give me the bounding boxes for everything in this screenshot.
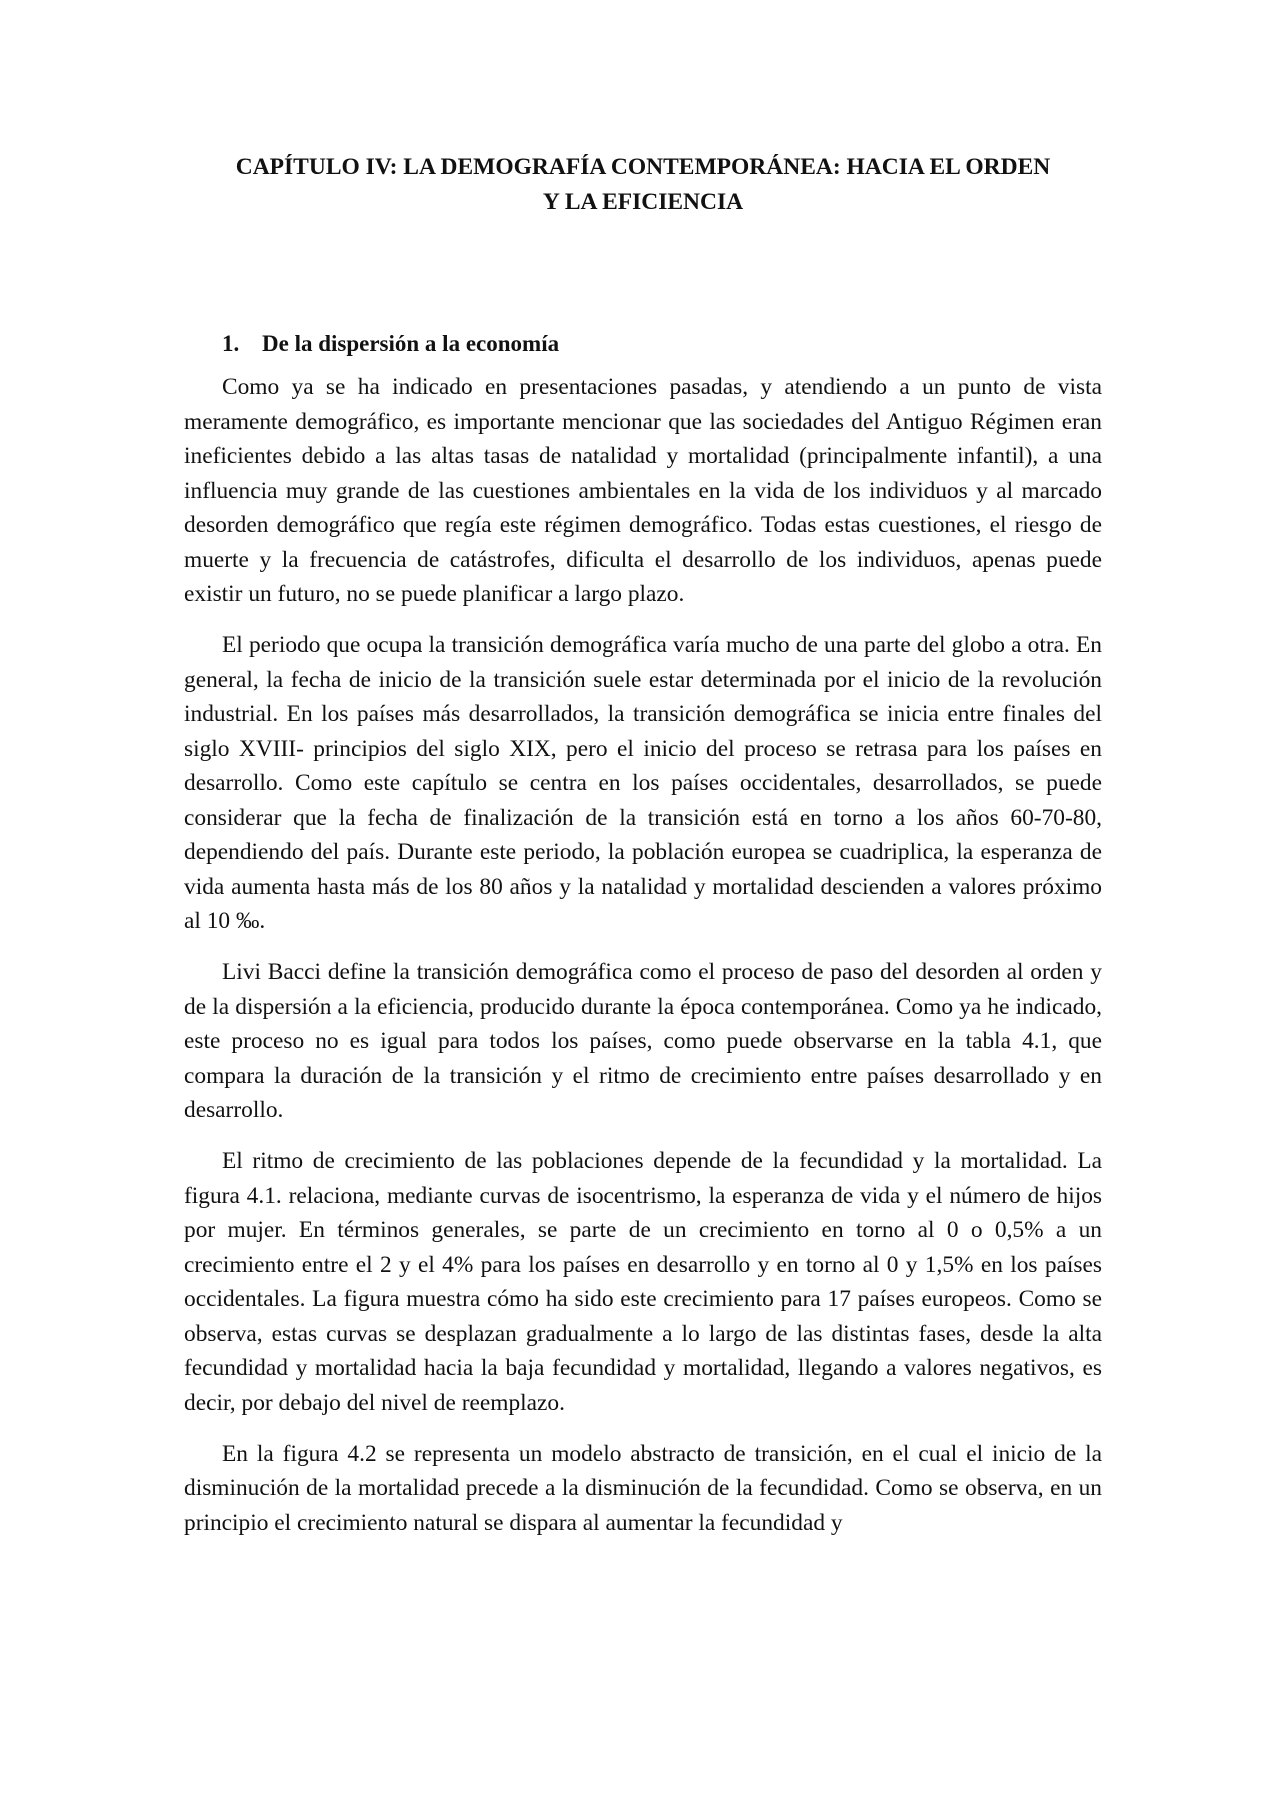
paragraph-2: El periodo que ocupa la transición demográfica varía mucho de una parte del globo a otra. En general, la fecha de inicio de la transición suele estar determinada por el inicio de la revolución industrial. En los países más desarrollados, la transición demográfica se inicia entre finales del siglo XVIII- principios del siglo XIX, pero el inicio del proceso se retrasa para los países en desarrollo. Como este capítulo se centra en los países occidentales, desarrollados, se puede considerar que la fecha de finalización de la transición está en torno a los años 60-70-80, dependiendo del país. Durante este periodo, la población europea se cuadriplica, la esperanza de vida aumenta hasta más de los 80 años y la natalidad y mortalidad descienden a valores próximo al 10 ‰. <box>184 632 1102 934</box>
paragraph-1: Como ya se ha indicado en presentaciones pasadas, y atendiendo a un punto de vista meramente demográfico, es importante mencionar que las sociedades del Antiguo Régimen eran ineficientes debido a las altas tasas de natalidad y mortalidad (principalmente infantil), a una influencia muy grande de las cuestiones ambientales en la vida de los individuos y al marcado desorden demográfico que regía este régimen demográfico. Todas estas cuestiones, el riesgo de muerte y la frecuencia de catástrofes, dificulta el desarrollo de los individuos, apenas puede existir un futuro, no se puede planificar a largo plazo. <box>184 374 1102 607</box>
chapter-title-line-1: CAPÍTULO IV: LA DEMOGRAFÍA CONTEMPORÁNEA: HACIA EL ORDEN <box>235 154 1051 180</box>
paragraph-4: El ritmo de crecimiento de las poblaciones depende de la fecundidad y la mortalidad. La figura 4.1. relaciona, mediante curvas de isocentrismo, la esperanza de vida y el número de hijos por mujer. En términos generales, se parte de un crecimiento en torno al 0 o 0,5% a un crecimiento entre el 2 y el 4% para los países en desarrollo y en torno al 0 y 1,5% en los países occidentales. La figura muestra cómo ha sido este crecimiento para 17 países europeos. Como se observa, estas curvas se desplazan gradualmente a lo largo de las distintas fases, desde la alta fecundidad y mortalidad hacia la baja fecundidad y mortalidad, llegando a valores negativos, es decir, por debajo del nivel de reemplazo. <box>184 1148 1102 1416</box>
section-number: 1. <box>222 331 240 356</box>
paragraph-5: En la figura 4.2 se representa un modelo abstracto de transición, en el cual el inicio de la disminución de la mortalidad precede a la disminución de la fecundidad. Como se observa, en un principio el crecimiento natural se dispara al aumentar la fecundidad y <box>184 1440 1102 1536</box>
chapter-title-line-2: Y LA EFICIENCIA <box>542 189 744 215</box>
document-page <box>184 150 1102 1540</box>
chapter-title <box>184 150 1102 220</box>
section-title: De la dispersión a la economía <box>262 331 560 356</box>
paragraph-3: Livi Bacci define la transición demográfica como el proceso de paso del desorden al orden y de la dispersión a la eficiencia, producido durante la época contemporánea. Como ya he indicado, este proceso no es igual para todos los países, como puede observarse en la tabla 4.1, que compara la duración de la transición y el ritmo de crecimiento entre países desarrollado y en desarrollo. <box>184 959 1102 1123</box>
section-heading <box>222 327 1102 361</box>
